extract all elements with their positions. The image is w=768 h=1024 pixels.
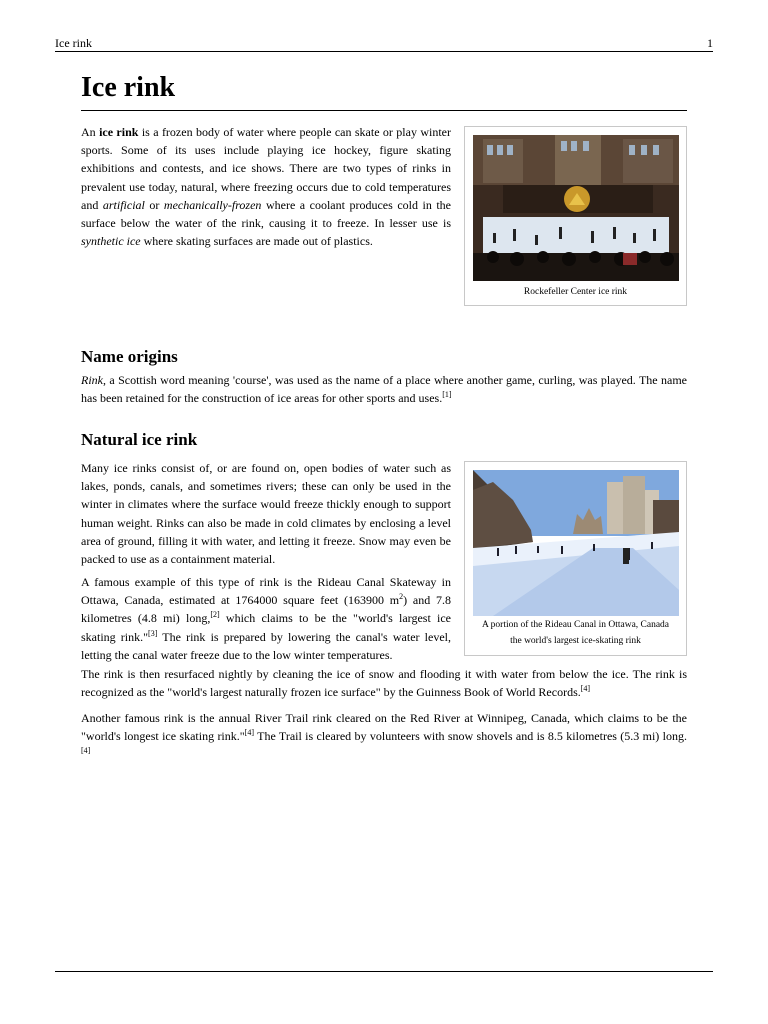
section-heading-natural-ice-rink: Natural ice rink [81,430,198,449]
footer-rule [55,971,713,972]
text-run: An [81,125,100,139]
text-run: , a Scottish word meaning 'course', was used as the name of a place where another game, curling, was played. The name has been retained for the construction of ice areas for other sports and uses. [81,373,687,406]
text-run: where skating surfaces are made out of plastics. [140,234,373,249]
text-run: ) and 7.8 kilometres (4.8 mi) long, [81,593,451,626]
bold-term: ice rink [99,125,139,139]
section-heading-name-origins: Name origins [81,347,178,366]
figure-rideau-canal [464,461,687,656]
italic-term: artificial [102,197,145,212]
reference-superscript: [4] [81,746,91,756]
text-run: which claims to be the "world's largest ice skating rink." [81,611,452,644]
text-run: Another famous rink is the annual River Trail rink cleared on the Red River at Winnipeg, Canada, which claims to be the "world's longest ice skating rink." [81,711,687,744]
natural-paragraph-1 [81,459,451,568]
natural-paragraph-2-continued [81,665,687,701]
figure-caption: Rockefeller Center ice rink [523,287,628,297]
text-run: is a frozen body of water where people can skate or play winter sports. Some of its uses include playing ice hockey, figure skating exhibitions and contests, and ice shows. There are two types of rinks in prevalent use today, natural, where freezing occurs due to cold temperatures and [81,125,452,212]
reference-superscript: [2] [210,610,220,620]
reference-superscript: 2 [399,592,404,602]
reference-superscript: [4] [580,684,591,694]
text-run: The rink is prepared by lowering the canal's water level, letting the canal water freeze due to the low winter temperatures. [81,629,451,662]
natural-paragraph-3 [81,709,687,764]
text-run: Many ice rinks consist of, or are found on, open bodies of water such as lakes, ponds, canals, and sometimes rivers; these can only be used in the winter in climates where the surface would freeze thickly enough to support human weight. Rinks can also be made in cold climates by enclosing a level area of ground, filling it with water, and letting it freeze. Snow may even be packed to use as a containment material. [81,461,451,567]
text-run: The Trail is cleared by volunteers with snow shovels and is 8.5 kilometres (5.3 mi) long. [254,729,687,744]
intro-paragraph [81,123,451,250]
header-article-name: Ice rink [55,36,92,50]
figure-caption-line-2: the world's largest ice-skating rink [510,636,641,646]
figure-rockefeller [464,126,687,306]
natural-paragraph-2 [81,573,451,664]
reference-superscript: [3] [148,628,158,638]
reference-superscript: [4] [244,728,254,738]
text-run: where a coolant produces cold in the surface below the water of the rink, causing it to freeze. In lesser use is [81,197,452,231]
text-run: A famous example of this type of rink is the Rideau Canal Skateway in Ottawa, Canada, estimated at 1764000 square feet (163900 m [81,575,451,608]
page-title: Ice rink [81,70,687,111]
reference-superscript: [1] [442,390,452,400]
running-header [55,34,713,52]
figure-caption-line-1: A portion of the Rideau Canal in Ottawa, Canada [481,620,670,630]
italic-term: mechanically-frozen [163,197,262,212]
rideau-canal-photo [473,470,679,616]
italic-term: Rink [81,373,103,387]
italic-term: synthetic ice [81,234,141,249]
rockefeller-rink-photo [473,135,679,281]
page-number: 1 [707,36,713,50]
name-origins-paragraph [81,371,687,407]
text-run: or [144,197,164,212]
text-run: The rink is then resurfaced nightly by cleaning the ice of snow and flooding it with water from below the ice. The rink is recognized as the "world's largest naturally frozen ice surface" by the Guinness Book of World Records. [81,667,687,700]
